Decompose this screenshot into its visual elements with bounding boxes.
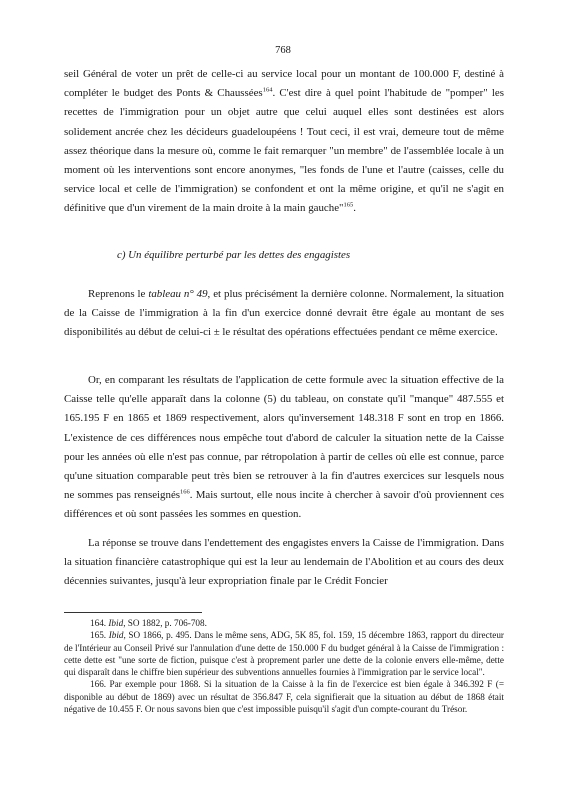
footnote-ref-166: 166 [180, 488, 190, 496]
section-heading: c) Un équilibre perturbé par les dettes des engagistes [117, 249, 351, 261]
paragraph-3-text-b: . Mais surtout, elle nous incite à chercher à savoir d'où proviennent ces différences et où sont passées les sommes en question. [64, 489, 504, 521]
paragraph-1-text-c: . [353, 202, 356, 215]
footnotes [64, 617, 504, 715]
footnote-164-text: , SO 1882, p. 706-708. [123, 618, 207, 628]
footnote-166 [64, 678, 504, 715]
footnote-164-ibid: Ibid [108, 618, 124, 628]
paragraph-3 [64, 371, 504, 525]
page-number: 768 [275, 45, 291, 56]
footnote-165-ibid: Ibid [108, 630, 124, 641]
footnote-ref-165: 165 [343, 201, 354, 209]
footnote-164 [64, 617, 504, 629]
paragraph-4-text: La réponse se trouve dans l'endettement des engagistes envers la Caisse de l'immigration. Dans la situation financière catastrophique qui est la leur au lendemain de l'Abolition et au cours des deux décennies suivantes, jusqu'à leur expropriation finale par le Crédit Foncier [64, 537, 504, 588]
footnote-165-text: , SO 1866, p. 495. Dans le même sens, ADG, 5K 85, fol. 159, 15 décembre 1863, rapport du directeur de l'Intérieur au Conseil Privé sur l'annulation d'une dette de 150.000 F du budget général à la Caisse de l'immigration : cette dette est "une sorte de fiction, puisque c'est à proprement parler une dette de la colonie envers elle-même, dette qui disparaît dans le chiffre bien supérieur des subventions annuelles fournies à l'immigration par le service local". [64, 630, 504, 678]
paragraph-4 [64, 534, 504, 592]
paragraph-1-text-b: . C'est dire à quel point l'habitude de "pomper" les recettes de l'immigration pour un objet autre que celui auquel elles sont destinées est alors solidement ancrée chez les décideurs guadeloupéens ! Tout ceci, il est vrai, demeure tout de même assez théorique dans la mesure où, comme le fait remarquer "un membre" de l'assemblée locale à un moment où les interventions sont encore anonymes, "les fonds de l'une et l'autre (caisses, celle du service local et celle de l'immigration) se confondent et ont la même origine, et qu'il ne s'agit en définitive que d'un virement de la main droite à la main gauche" [64, 87, 505, 215]
footnote-166-text: Par exemple pour 1868. Si la situation de la Caisse à la fin de l'exercice est bien égale à 346.392 F (= disponible au début de 1869) avec un résultat de 356.847 F, cela signifierait que la situation au début de 1868 était négative de 10.455 F. Or nous savons bien que c'est impossible puisqu'il s'agit d'un compte-courant du Trésor. [64, 679, 505, 715]
footnote-164-number: 164. [90, 618, 109, 628]
paragraph-2-text-a: Reprenons le [88, 288, 149, 300]
paragraph-1 [64, 65, 504, 219]
footnote-ref-164: 164 [262, 86, 273, 94]
footnote-165 [64, 629, 504, 678]
paragraph-1-text-a: seil Général de voter un prêt de celle-ci au service local pour un montant de 100.000 F, destiné à compléter le budget des Ponts & Chaussées [64, 68, 504, 100]
footnote-166-number: 166. [90, 679, 110, 690]
paragraph-2-text-b: , et plus précisément la dernière colonne. Normalement, la situation de la Caisse de l'immigration à la fin d'un exercice donné devrait être égale au montant de ses disponibilités au début de celui-ci ± le résultat des opérations effectuées pendant ce même exercice. [64, 288, 504, 339]
footnote-165-number: 165. [90, 630, 109, 641]
paragraph-2 [64, 285, 504, 343]
paragraph-3-text-a: Or, en comparant les résultats de l'application de cette formule avec la situation effective de la Caisse telle qu'elle apparaît dans la colonne (5) du tableau, on constate qu'il "manque" 487.555 et 165.195 F en 1865 et 1869 respectivement, alors qu'inversement 148.318 F sont en trop en 1866. L'existence de ces différences nous empêche tout d'abord de calculer la situation nette de la Caisse pour les années où elle n'est pas connue, par rétropolation à partir de celles où elle est connue, parce qu'une situation comparable peut très bien se retrouver à la fin d'autres exercices sur lesquels nous ne sommes pas renseignés [64, 374, 504, 502]
table-reference: tableau n° 49 [148, 288, 208, 300]
footnote-separator [64, 612, 202, 613]
